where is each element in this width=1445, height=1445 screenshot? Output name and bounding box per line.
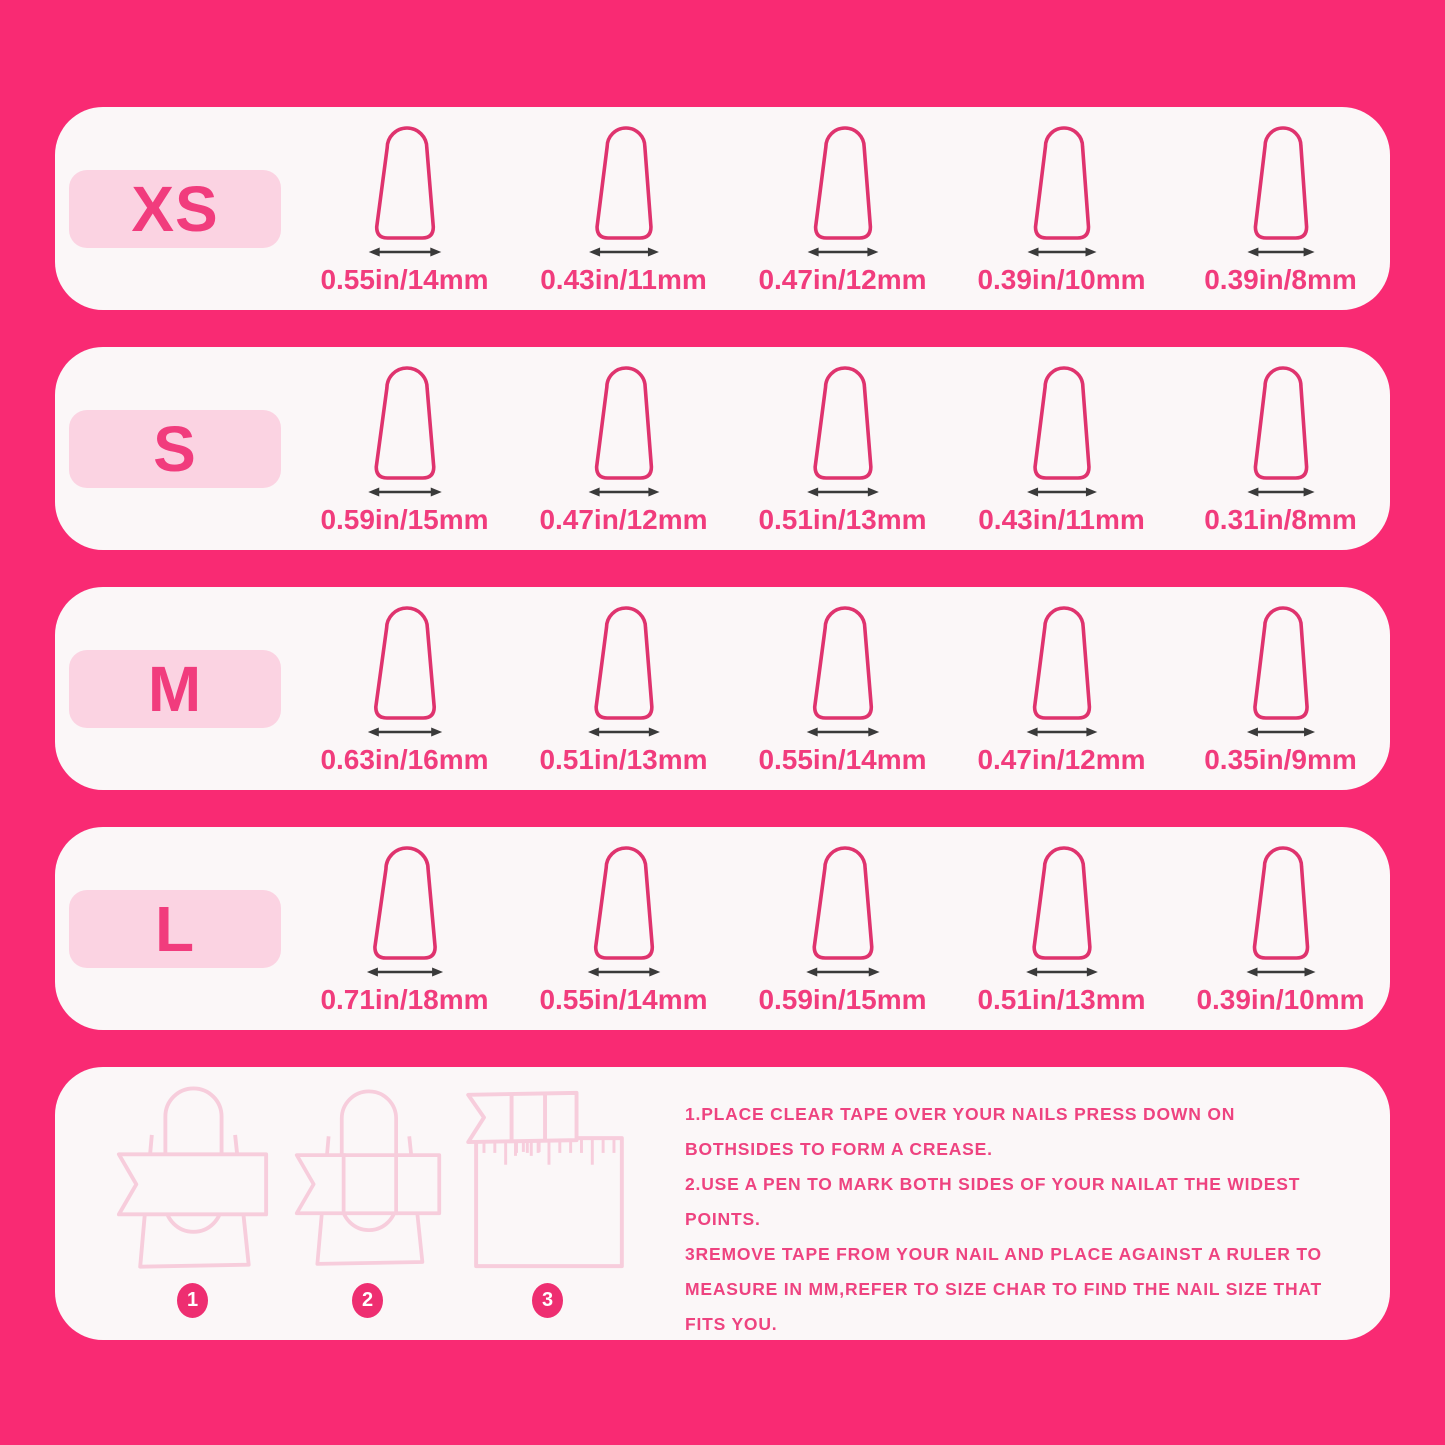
nail-outline-icon — [363, 124, 447, 262]
size-badge-xs: XS — [69, 170, 281, 248]
nail-outline-icon — [1020, 124, 1104, 262]
size-label-wrap — [55, 587, 295, 790]
nail-column-xs-4 — [952, 107, 1171, 310]
nail-measurement-label: 0.51in/13mm — [758, 504, 927, 535]
nail-outline-icon — [1239, 844, 1323, 982]
tape-over-nail-icon — [115, 1083, 270, 1275]
nail-outline-icon — [801, 604, 885, 742]
nail-measurement-label: 0.51in/13mm — [977, 984, 1146, 1015]
width-arrow-icon — [1027, 488, 1097, 497]
size-row-l — [55, 827, 1390, 1030]
nail-measurement-label: 0.59in/15mm — [320, 504, 489, 535]
size-chart — [55, 107, 1390, 1030]
diagram-step-3 — [465, 1083, 630, 1318]
nail-column-l-4 — [952, 827, 1171, 1030]
nail-outline-icon — [582, 604, 666, 742]
nail-outline-icon — [363, 364, 447, 502]
nail-measurement-label: 0.39in/10mm — [1196, 984, 1365, 1015]
nail-measurement-label: 0.59in/15mm — [758, 984, 927, 1015]
width-arrow-icon — [368, 248, 441, 257]
nail-measurement-label: 0.47in/12mm — [539, 504, 708, 535]
nail-column-xs-3 — [733, 107, 952, 310]
width-arrow-icon — [1247, 488, 1314, 497]
nail-measurement-label: 0.35in/9mm — [1204, 744, 1357, 775]
nail-measurement-label: 0.31in/8mm — [1204, 504, 1357, 535]
nail-measurement-label: 0.55in/14mm — [539, 984, 708, 1015]
instruction-step-3-text: 3REMOVE TAPE FROM YOUR NAIL AND PLACE AGAINST A RULER TO MEASURE IN MM,REFER TO SIZE CHAR TO FIND THE NAIL SIZE THAT FITS YOU. — [685, 1244, 1323, 1334]
width-arrow-icon — [589, 248, 659, 257]
nail-column-s-3 — [733, 347, 952, 550]
nail-outline-icon — [1020, 844, 1104, 982]
size-row-m — [55, 587, 1390, 790]
instruction-step-2-text: 2.USE A PEN TO MARK BOTH SIDES OF YOUR NAILAT THE WIDEST POINTS. — [685, 1174, 1301, 1229]
step-2-badge: 2 — [352, 1283, 383, 1318]
nail-outline-icon — [582, 844, 666, 982]
nail-measurement-label: 0.39in/8mm — [1204, 264, 1357, 295]
nail-measurement-label: 0.43in/11mm — [540, 264, 707, 295]
width-arrow-icon — [588, 488, 659, 497]
nail-outline-icon — [363, 844, 447, 982]
nail-column-s-4 — [952, 347, 1171, 550]
nail-outline-icon — [1020, 364, 1104, 502]
size-row-xs — [55, 107, 1390, 310]
size-row-s — [55, 347, 1390, 550]
nail-column-xs-2 — [514, 107, 733, 310]
nail-column-l-2 — [514, 827, 733, 1030]
nail-column-xs-1 — [295, 107, 514, 310]
width-arrow-icon — [366, 968, 442, 977]
nail-measurement-label: 0.47in/12mm — [977, 744, 1146, 775]
instruction-diagrams — [55, 1067, 630, 1340]
width-arrow-icon — [587, 968, 660, 977]
size-label-wrap — [55, 107, 295, 310]
nail-column-l-3 — [733, 827, 952, 1030]
nail-measurement-label: 0.55in/14mm — [758, 744, 927, 775]
nail-column-m-2 — [514, 587, 733, 790]
nail-column-m-1 — [295, 587, 514, 790]
nail-outline-icon — [1239, 124, 1323, 262]
nail-outline-icon — [582, 124, 666, 262]
width-arrow-icon — [1246, 728, 1314, 737]
panels-stack — [55, 107, 1390, 1340]
nail-column-l-1 — [295, 827, 514, 1030]
instruction-step-1-text: 1.PLACE CLEAR TAPE OVER YOUR NAILS PRESS DOWN ON BOTHSIDES TO FORM A CREASE. — [685, 1104, 1236, 1159]
diagram-step-2 — [293, 1083, 443, 1318]
width-arrow-icon — [1247, 248, 1314, 257]
nail-measurement-label: 0.71in/18mm — [320, 984, 489, 1015]
nail-column-l-5 — [1171, 827, 1390, 1030]
size-label-wrap — [55, 827, 295, 1030]
width-arrow-icon — [806, 968, 880, 977]
width-arrow-icon — [1246, 968, 1315, 977]
measuring-instructions-panel — [55, 1067, 1390, 1340]
nail-measurement-label: 0.55in/14mm — [320, 264, 489, 295]
nail-column-s-5 — [1171, 347, 1390, 550]
size-badge-l: L — [69, 890, 281, 968]
width-arrow-icon — [807, 248, 878, 257]
nail-outline-icon — [1239, 604, 1323, 742]
nail-column-m-3 — [733, 587, 952, 790]
width-arrow-icon — [1026, 968, 1098, 977]
width-arrow-icon — [807, 488, 879, 497]
size-label-wrap — [55, 347, 295, 550]
nail-column-s-2 — [514, 347, 733, 550]
width-arrow-icon — [588, 728, 660, 737]
width-arrow-icon — [367, 728, 441, 737]
nail-column-m-4 — [952, 587, 1171, 790]
size-badge-m: M — [69, 650, 281, 728]
nail-outline-icon — [801, 844, 885, 982]
nail-measurement-label: 0.47in/12mm — [758, 264, 927, 295]
nail-outline-icon — [1239, 364, 1323, 502]
step-1-badge: 1 — [177, 1283, 208, 1318]
nail-measurement-label: 0.39in/10mm — [977, 264, 1146, 295]
width-arrow-icon — [1027, 248, 1096, 257]
width-arrow-icon — [806, 728, 879, 737]
instruction-text-block — [630, 1067, 1390, 1340]
nail-column-m-5 — [1171, 587, 1390, 790]
nail-measurement-label: 0.63in/16mm — [320, 744, 489, 775]
size-badge-s: S — [69, 410, 281, 488]
nail-outline-icon — [363, 604, 447, 742]
diagram-step-1 — [115, 1083, 270, 1318]
mark-nail-sides-icon — [293, 1083, 443, 1275]
nail-measurement-label: 0.43in/11mm — [978, 504, 1145, 535]
width-arrow-icon — [1026, 728, 1097, 737]
nail-outline-icon — [801, 364, 885, 502]
nail-outline-icon — [582, 364, 666, 502]
step-3-badge: 3 — [532, 1283, 563, 1318]
nail-column-s-1 — [295, 347, 514, 550]
ruler-measure-icon — [465, 1083, 630, 1275]
width-arrow-icon — [368, 488, 442, 497]
nail-column-xs-5 — [1171, 107, 1390, 310]
nail-outline-icon — [1020, 604, 1104, 742]
nail-measurement-label: 0.51in/13mm — [539, 744, 708, 775]
nail-outline-icon — [801, 124, 885, 262]
